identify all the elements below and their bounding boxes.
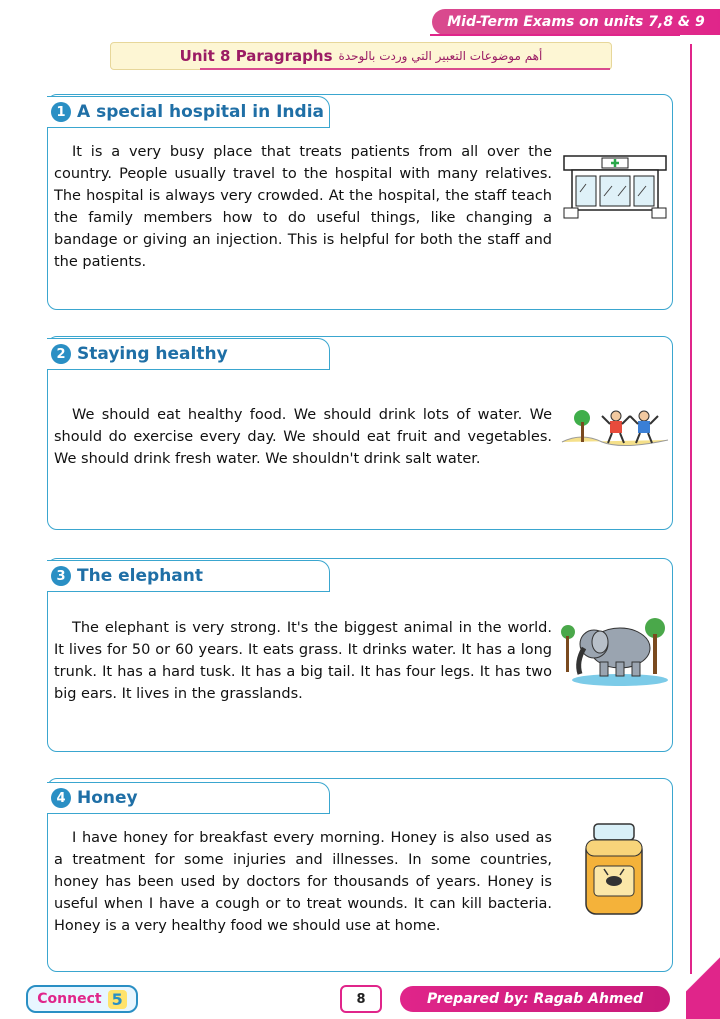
section-paragraph-1: It is a very busy place that treats patients from all over the country. People usually travel to the hospital with many relatives. The hospital is always very crowded. At the hospital, the staff teach the family members how to do useful things, like changing a bandage or giving an injection. This is helpful for both the staff and the patients. [54, 144, 552, 270]
section-header-4 [47, 782, 330, 814]
section-title-4: Honey [77, 788, 138, 808]
section-header-3 [47, 560, 330, 592]
section-paragraph-2: We should eat healthy food. We should drink lots of water. We should do exercise every day. We should eat fruit and vegetables. We should drink fresh water. We shouldn't drink salt water. [54, 407, 552, 467]
section-title-3: The elephant [77, 566, 204, 586]
right-border-line [690, 44, 692, 974]
corner-decoration [686, 940, 720, 1019]
section-header-2 [47, 338, 330, 370]
banner-rule [430, 34, 680, 36]
page-number: 8 [340, 985, 382, 1013]
section-paragraph-3: The elephant is very strong. It's the biggest animal in the world. It lives for 50 or 60 years. It eats grass. It drinks water. It has a long trunk. It has a hard tusk. It has a big tail. It has four legs. It has two big ears. It lives in the grasslands. [54, 620, 552, 702]
connect-logo [26, 985, 138, 1013]
honey-jar-icon [580, 822, 648, 922]
section-header-1 [47, 96, 330, 128]
exam-banner: Mid-Term Exams on units 7,8 & 9 [432, 9, 720, 35]
prepared-by-banner: Prepared by: Ragab Ahmed [400, 986, 670, 1012]
unit-title: Unit 8 Paragraphs [179, 47, 333, 65]
hospital-icon [562, 152, 668, 226]
section-title-2: Staying healthy [77, 344, 228, 364]
section-number-1: 1 [51, 102, 71, 122]
section-number-2: 2 [51, 344, 71, 364]
section-title-1: A special hospital in India [77, 102, 324, 122]
elephant-icon [560, 608, 670, 692]
unit-title-box [110, 42, 612, 70]
logo-text: Connect [37, 991, 102, 1007]
section-paragraph-4: I have honey for breakfast every morning. Honey is also used as a treatment for some injuries and illnesses. In some countries, honey has been used by doctors for thousands of years. Honey is useful when I have a cough or to treat wounds. It can kill bacteria. Honey is a very healthy food we should use at home. [54, 830, 552, 934]
section-number-4: 4 [51, 788, 71, 808]
unit-title-arabic: أهم موضوعات التعبير التي وردت بالوحدة [338, 49, 543, 63]
unit-title-underline [200, 68, 610, 70]
section-number-3: 3 [51, 566, 71, 586]
logo-number: 5 [108, 990, 127, 1009]
kids-exercising-icon [560, 402, 670, 456]
